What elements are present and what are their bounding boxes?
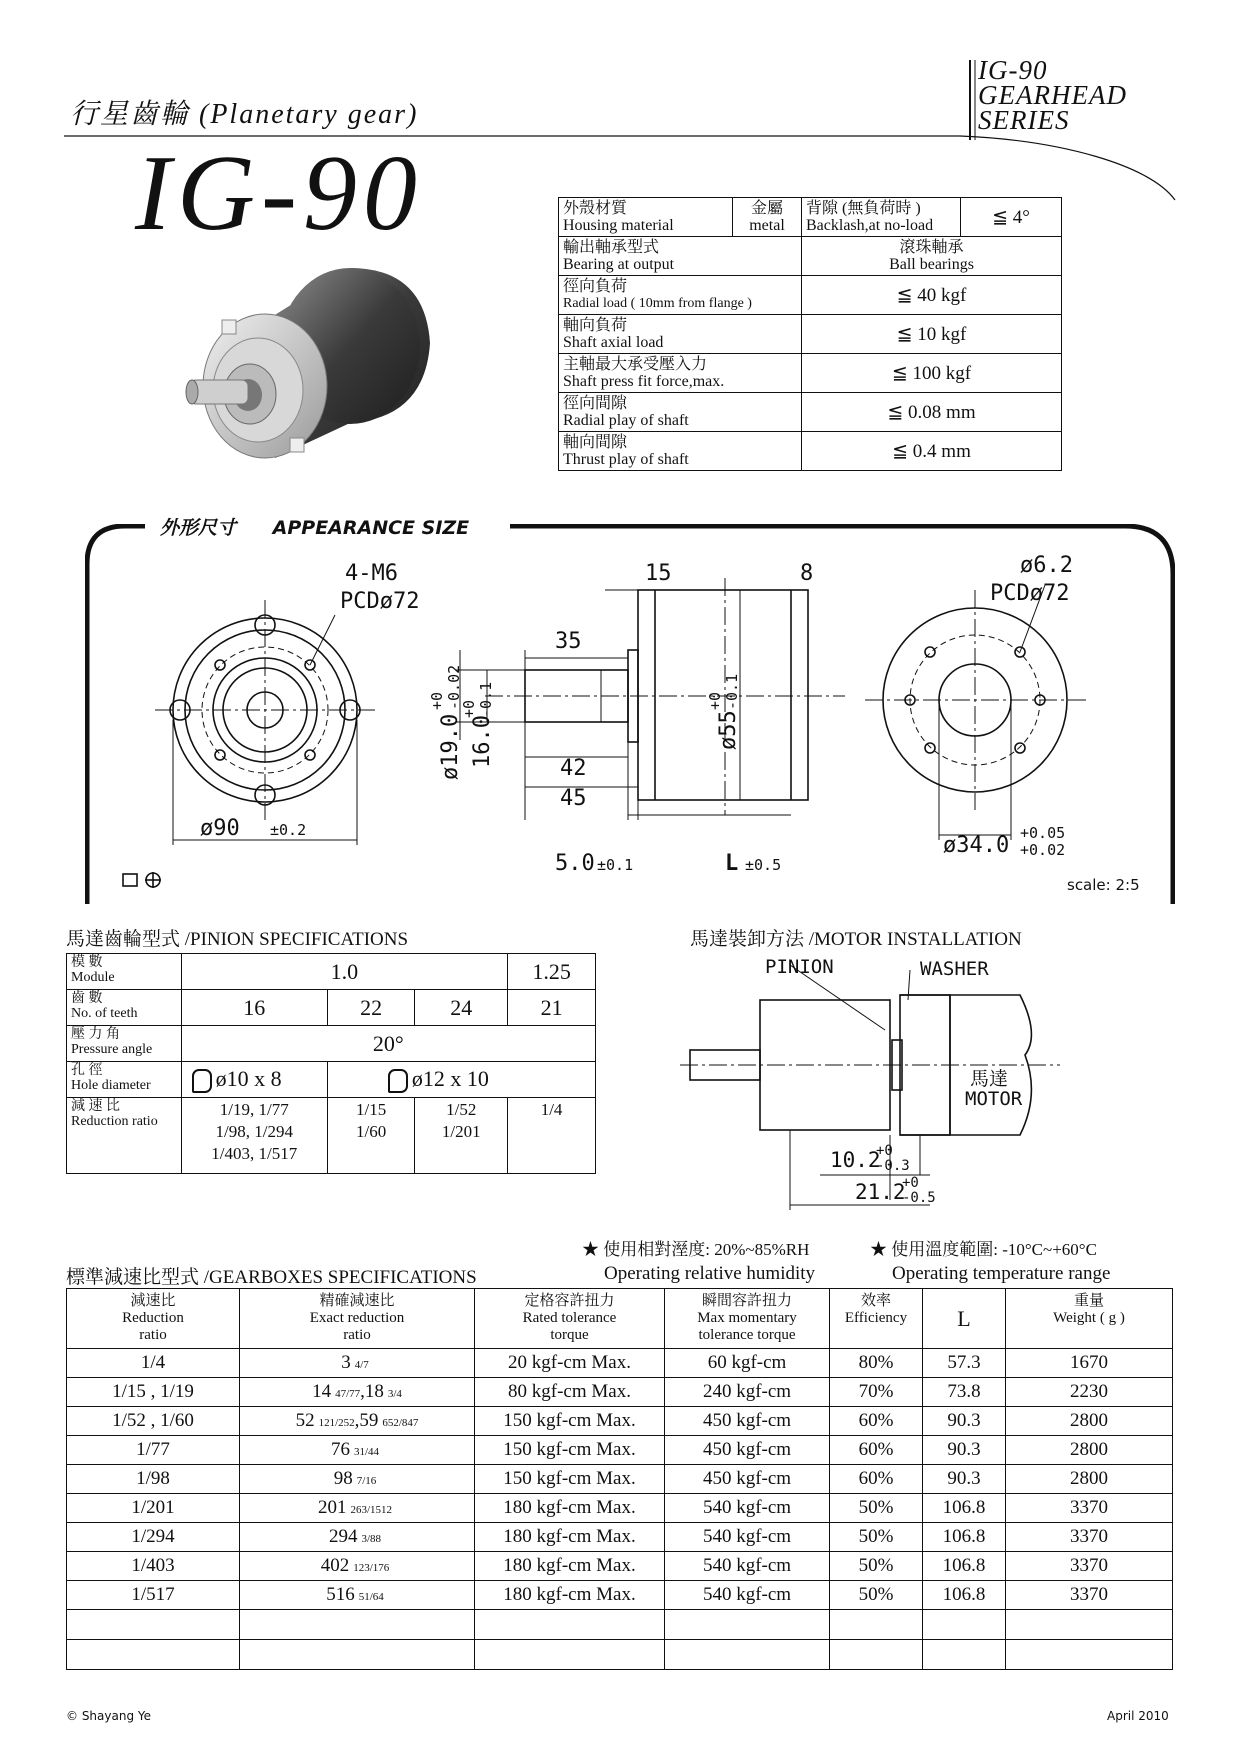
cell-eff: 80% [830,1349,923,1378]
spec-row-axial-load [559,315,1062,354]
blank-cell [923,1610,1006,1640]
cell-ratio: 1/4 [67,1349,240,1378]
blank-cell [830,1610,923,1640]
cell-L: 73.8 [923,1378,1006,1407]
cell-exact [240,1349,475,1378]
spec-table [558,197,1062,471]
pinion-angle: 20° [181,1026,595,1062]
header-en: Weight ( g ) [1053,1310,1125,1326]
cell-ratio: 1/201 [67,1494,240,1523]
pinion-row-angle [67,1026,596,1062]
blank-cell [1006,1610,1173,1640]
exact-fraction: 123/176 [353,1562,390,1574]
spec-row-radial-play [559,393,1062,432]
header-en: Max momentary tolerance torque [697,1310,797,1343]
dim-21-2-tol-up: +0 [902,1175,919,1191]
cell-max: 450 kgf-cm [665,1465,830,1494]
dim-shaft-16-tol-up: +0 [460,699,478,718]
exact-fraction: 652/847 [382,1417,419,1429]
dim-L-tol: ±0.5 [745,856,782,874]
col-efficiency [830,1289,923,1349]
header-zh: 效率 [860,1293,891,1309]
spec-row-radial-load [559,276,1062,315]
spec-thrust-play-value: ≦ 0.4 mm [802,432,1062,471]
humidity-en: Operating relative humidity [604,1263,816,1284]
series-line-model: IG-90 [978,55,1048,85]
header-zh: 瞬間容許扭力 [701,1293,792,1309]
appearance-title-zh: 外形尺寸 [160,517,237,539]
spec-row-bearing [559,237,1062,276]
header-zh: 精確減速比 [319,1293,395,1309]
header-en: L [957,1306,971,1331]
blank-cell [475,1610,665,1640]
ratio-text: 1/403, 1/517 [211,1144,298,1163]
label-en: Hole diameter [71,1078,151,1093]
blank-cell [923,1640,1006,1670]
cell-eff: 50% [830,1523,923,1552]
dim-42: 42 [560,756,587,781]
spec-label-en: Thrust play of shaft [563,451,689,468]
header-en: Reduction ratio [122,1310,184,1343]
label-en: Pressure angle [71,1042,153,1057]
spec-value-zh: 金屬 [750,200,783,217]
dim-outer-dia: ø90 [200,816,240,841]
cell-rated: 150 kgf-cm Max. [475,1465,665,1494]
label-zh: 齒 數 [71,991,103,1006]
hole-size: ø12 x 10 [411,1066,489,1092]
blank-cell [1006,1640,1173,1670]
pinion-section-title: 馬達齒輪型式 /PINION SPECIFICATIONS [66,929,409,950]
cell-weight: 1670 [1006,1349,1173,1378]
cell-rated: 150 kgf-cm Max. [475,1436,665,1465]
d-cut-icon [192,1069,212,1093]
series-label [978,55,1127,135]
cell-weight: 3370 [1006,1581,1173,1610]
spec-label-en: Backlash,at no-load [806,217,934,234]
temperature-en: Operating temperature range [892,1263,1111,1284]
spec-label-zh: 主軸最大承受壓入力 [563,356,708,373]
ratio-text: 1/19, 1/77 [219,1100,289,1119]
table-row [67,1581,1173,1610]
dim-10-2: 10.2 [830,1148,881,1172]
cell-L: 57.3 [923,1349,1006,1378]
cell-L: 106.8 [923,1581,1006,1610]
dim-boss-34-tol-dn: +0.02 [1020,841,1066,859]
cell-rated: 180 kgf-cm Max. [475,1581,665,1610]
label-washer: WASHER [920,958,989,980]
spec-row-housing [559,198,1062,237]
pinion-label-module [67,954,182,990]
table-row [67,1465,1173,1494]
blank-cell [240,1640,475,1670]
dim-boss-34: ø34.0 [943,833,1010,858]
cell-ratio: 1/403 [67,1552,240,1581]
spec-label-en: Radial load ( 10mm from flange ) [563,296,752,311]
ratio-text: 1/60 [356,1122,387,1141]
dim-L: L [725,851,739,876]
cell-eff: 50% [830,1552,923,1581]
blank-cell [67,1640,240,1670]
cell-max: 540 kgf-cm [665,1552,830,1581]
cell-L: 90.3 [923,1465,1006,1494]
pinion-hole-12 [327,1062,595,1098]
dim-shaft-16: 16.0 [470,715,495,768]
label-motor-en: MOTOR [965,1088,1023,1110]
spec-housing-value [733,198,802,237]
pinion-teeth-24: 24 [415,990,508,1026]
d-cut-icon [388,1069,408,1093]
pinion-row-ratio [67,1098,596,1174]
cell-ratio: 1/517 [67,1581,240,1610]
exact-fraction: 4/7 [354,1359,369,1371]
cell-rated: 180 kgf-cm Max. [475,1494,665,1523]
dim-shaft-19-tol-dn: -0.02 [445,664,463,710]
cell-eff: 60% [830,1407,923,1436]
appearance-drawing [85,540,1175,910]
cell-ratio: 1/98 [67,1465,240,1494]
cell-eff: 50% [830,1494,923,1523]
motor-section-title: 馬達裝卸方法 /MOTOR INSTALLATION [690,929,1022,950]
exact-integer: ,59 [354,1410,379,1431]
cell-max: 60 kgf-cm [665,1349,830,1378]
dim-pcd-rear: PCDø72 [990,581,1070,606]
exact-integer: 76 [330,1439,350,1460]
spec-label-zh: 徑向負荷 [563,278,628,295]
cell-rated: 150 kgf-cm Max. [475,1407,665,1436]
col-reduction-ratio [67,1289,240,1349]
spec-label-zh: 外殼材質 [563,200,628,217]
spec-axial-load-label [559,315,802,354]
exact-fraction: 51/64 [358,1591,384,1603]
label-zh: 減 速 比 [71,1099,120,1114]
spec-housing-label [559,198,733,237]
blank-row [67,1640,1173,1670]
cell-max: 540 kgf-cm [665,1581,830,1610]
exact-fraction: 3/88 [361,1533,382,1545]
pinion-ratios-16 [181,1098,327,1174]
table-row [67,1552,1173,1581]
pinion-ratios-21 [508,1098,596,1174]
series-line-series: SERIES [978,105,1070,135]
ratio-text: 1/52 [446,1100,477,1119]
spec-row-press-fit [559,354,1062,393]
temperature-zh: ★ 使用溫度範圍: -10°C~+60°C [870,1240,1097,1259]
exact-fraction: 31/44 [353,1446,380,1458]
label-zh: 模 數 [71,955,103,970]
table-row [67,1378,1173,1407]
pinion-module-1: 1.0 [181,954,508,990]
exact-integer: 402 [320,1555,350,1576]
pinion-table [66,953,596,1174]
exact-integer: ,18 [360,1381,384,1402]
cell-exact [240,1407,475,1436]
spec-radial-play-label [559,393,802,432]
cell-weight: 2800 [1006,1436,1173,1465]
spec-value-en: metal [749,217,785,234]
label-en: Module [71,970,115,985]
cell-L: 90.3 [923,1407,1006,1436]
cell-eff: 60% [830,1436,923,1465]
cell-exact [240,1552,475,1581]
blank-cell [240,1610,475,1640]
cell-weight: 2800 [1006,1465,1173,1494]
cell-L: 106.8 [923,1494,1006,1523]
cell-exact [240,1436,475,1465]
dim-15: 15 [645,561,672,586]
pinion-label-ratio [67,1098,182,1174]
col-length [923,1289,1006,1349]
label-motor-zh: 馬達 [970,1068,1009,1090]
dim-45: 45 [560,786,587,811]
ratio-text: 1/15 [356,1100,387,1119]
blank-row [67,1610,1173,1640]
dim-8: 8 [800,561,814,586]
dim-body-55-tol-dn: -0.1 [723,673,741,710]
ratio-text: 1/4 [540,1100,563,1119]
gearbox-header-row [67,1289,1173,1349]
pinion-label-angle [67,1026,182,1062]
dim-rear-hole: ø6.2 [1020,553,1073,578]
spec-label-en: Bearing at output [563,256,675,273]
col-exact-ratio [240,1289,475,1349]
header-zh: 定格容許扭力 [524,1293,615,1309]
exact-integer: 294 [328,1526,358,1547]
exact-integer: 201 [317,1497,347,1518]
cell-weight: 3370 [1006,1523,1173,1552]
dim-10-2-tol-up: +0 [876,1143,893,1159]
cell-exact [240,1465,475,1494]
temperature-note [870,1238,1110,1286]
blank-cell [665,1640,830,1670]
page-title: 行星齒輪 (Planetary gear) [70,99,419,130]
blank-cell [830,1640,923,1670]
pinion-hole-10 [181,1062,327,1098]
spec-label-en: Housing material [563,217,674,234]
cell-max: 450 kgf-cm [665,1407,830,1436]
pinion-ratios-22 [327,1098,415,1174]
pinion-teeth-21: 21 [508,990,596,1026]
cell-weight: 3370 [1006,1494,1173,1523]
dim-21-2-tol-dn: -0.5 [902,1190,936,1206]
header-en: Rated tolerance torque [522,1310,617,1343]
gearbox-body [67,1349,1173,1670]
blank-cell [67,1610,240,1640]
cell-ratio: 1/15 , 1/19 [67,1378,240,1407]
cell-weight: 2800 [1006,1407,1173,1436]
spec-value-zh: 滾珠軸承 [899,239,964,256]
dim-body-55: ø55 [716,710,741,750]
spec-press-fit-value: ≦ 100 kgf [802,354,1062,393]
dim-5: 5.0 [555,851,595,876]
spec-axial-load-value: ≦ 10 kgf [802,315,1062,354]
pinion-row-module [67,954,596,990]
scale-label: scale: 2:5 [1067,876,1140,894]
series-line-gearhead: GEARHEAD [978,80,1127,110]
col-rated-torque [475,1289,665,1349]
spec-bearing-value [802,237,1062,276]
cell-eff: 70% [830,1378,923,1407]
dim-shaft-19: ø19.0 [438,713,463,780]
gearbox-table [66,1288,1173,1670]
spec-thrust-play-label [559,432,802,471]
cell-ratio: 1/77 [67,1436,240,1465]
blank-cell [665,1610,830,1640]
exact-fraction: 263/1512 [350,1504,393,1516]
dim-10-2-tol-dn: -0.3 [876,1158,910,1174]
label-en: No. of teeth [71,1006,138,1021]
col-max-torque [665,1289,830,1349]
table-row [67,1523,1173,1552]
cell-eff: 50% [830,1581,923,1610]
dim-pcd-front: PCDø72 [340,589,420,614]
exact-fraction: 3/4 [387,1388,402,1400]
cell-eff: 60% [830,1465,923,1494]
cell-L: 90.3 [923,1436,1006,1465]
dim-21-2: 21.2 [855,1180,906,1204]
spec-backlash-value: ≦ 4° [961,198,1062,237]
dim-boss-34-tol-up: +0.05 [1020,824,1066,842]
spec-bearing-label [559,237,802,276]
dim-35: 35 [555,629,582,654]
spec-value-en: Ball bearings [889,256,974,273]
table-row [67,1436,1173,1465]
spec-label-zh: 背隙 (無負荷時 ) [806,200,921,217]
humidity-note [582,1238,815,1286]
pinion-label-hole [67,1062,182,1098]
model-title: IG-90 [135,134,423,253]
spec-label-en: Shaft axial load [563,334,664,351]
cell-exact [240,1581,475,1610]
exact-integer: 52 [295,1410,315,1431]
dim-outer-dia-tol: ±0.2 [270,821,307,839]
cell-max: 540 kgf-cm [665,1494,830,1523]
pinion-ratios-24 [415,1098,508,1174]
cell-rated: 180 kgf-cm Max. [475,1523,665,1552]
cell-rated: 20 kgf-cm Max. [475,1349,665,1378]
spec-press-fit-label [559,354,802,393]
cell-max: 240 kgf-cm [665,1378,830,1407]
label-en: Reduction ratio [71,1114,158,1129]
exact-fraction: 7/16 [356,1475,377,1487]
label-zh: 孔 徑 [71,1063,103,1078]
cell-ratio: 1/52 , 1/60 [67,1407,240,1436]
exact-fraction: 47/77 [335,1388,361,1400]
spec-label-zh: 軸向負荷 [563,317,628,334]
cell-max: 540 kgf-cm [665,1523,830,1552]
spec-label-zh: 軸向間隙 [563,434,628,451]
pinion-label-teeth [67,990,182,1026]
spec-label-en: Shaft press fit force,max. [563,373,725,390]
gearhead-photo [180,258,480,478]
appearance-title [150,513,479,540]
pinion-teeth-16: 16 [181,990,327,1026]
cell-exact [240,1378,475,1407]
spec-label-en: Radial play of shaft [563,412,689,429]
cell-L: 106.8 [923,1552,1006,1581]
table-row [67,1494,1173,1523]
ratio-text: 1/98, 1/294 [215,1122,293,1141]
spec-label-zh: 輸出軸承型式 [563,239,660,256]
label-pinion: PINION [765,956,834,978]
pinion-module-2: 1.25 [508,954,596,990]
header-zh: 重量 [1073,1293,1104,1309]
header-zh: 減速比 [130,1293,176,1309]
label-zh: 壓 力 角 [71,1027,120,1042]
cell-weight: 3370 [1006,1552,1173,1581]
pinion-row-hole [67,1062,596,1098]
cell-exact [240,1494,475,1523]
header-en: Exact reduction ratio [309,1310,405,1343]
spec-backlash-label [802,198,961,237]
dim-body-55-tol-up: +0 [706,691,724,710]
cell-rated: 80 kgf-cm Max. [475,1378,665,1407]
hole-size: ø10 x 8 [215,1066,282,1092]
spec-radial-play-value: ≦ 0.08 mm [802,393,1062,432]
dim-shaft-16-tol-dn: -0.1 [477,681,495,718]
gearbox-section-title: 標準減速比型式 /GEARBOXES SPECIFICATIONS [66,1267,477,1288]
spec-radial-load-value: ≦ 40 kgf [802,276,1062,315]
header-en: Efficiency [844,1310,908,1326]
spec-row-thrust-play [559,432,1062,471]
spec-label-zh: 徑向間隙 [563,395,628,412]
cell-rated: 180 kgf-cm Max. [475,1552,665,1581]
col-weight [1006,1289,1173,1349]
cell-exact [240,1523,475,1552]
pinion-teeth-22: 22 [327,990,415,1026]
exact-integer: 516 [326,1584,355,1605]
footer-author: © Shayang Ye [66,1709,152,1723]
humidity-zh: ★ 使用相對溼度: 20%~85%RH [582,1240,810,1259]
dim-holes: 4-M6 [345,561,398,586]
footer-date: April 2010 [1107,1709,1169,1723]
spec-radial-load-label [559,276,802,315]
motor-install-drawing [680,955,1080,1215]
exact-integer: 98 [333,1468,353,1489]
dim-5-tol: ±0.1 [597,856,634,874]
cell-max: 450 kgf-cm [665,1436,830,1465]
cell-weight: 2230 [1006,1378,1173,1407]
blank-cell [475,1640,665,1670]
cell-L: 106.8 [923,1523,1006,1552]
exact-fraction: 121/252 [318,1417,355,1429]
table-row [67,1407,1173,1436]
exact-integer: 14 [312,1381,332,1402]
dim-shaft-19-tol-up: +0 [428,691,446,710]
pinion-row-teeth [67,990,596,1026]
exact-integer: 3 [341,1352,351,1373]
table-row [67,1349,1173,1378]
cell-ratio: 1/294 [67,1523,240,1552]
appearance-title-en: APPEARANCE SIZE [272,517,470,539]
ratio-text: 1/201 [441,1122,481,1141]
